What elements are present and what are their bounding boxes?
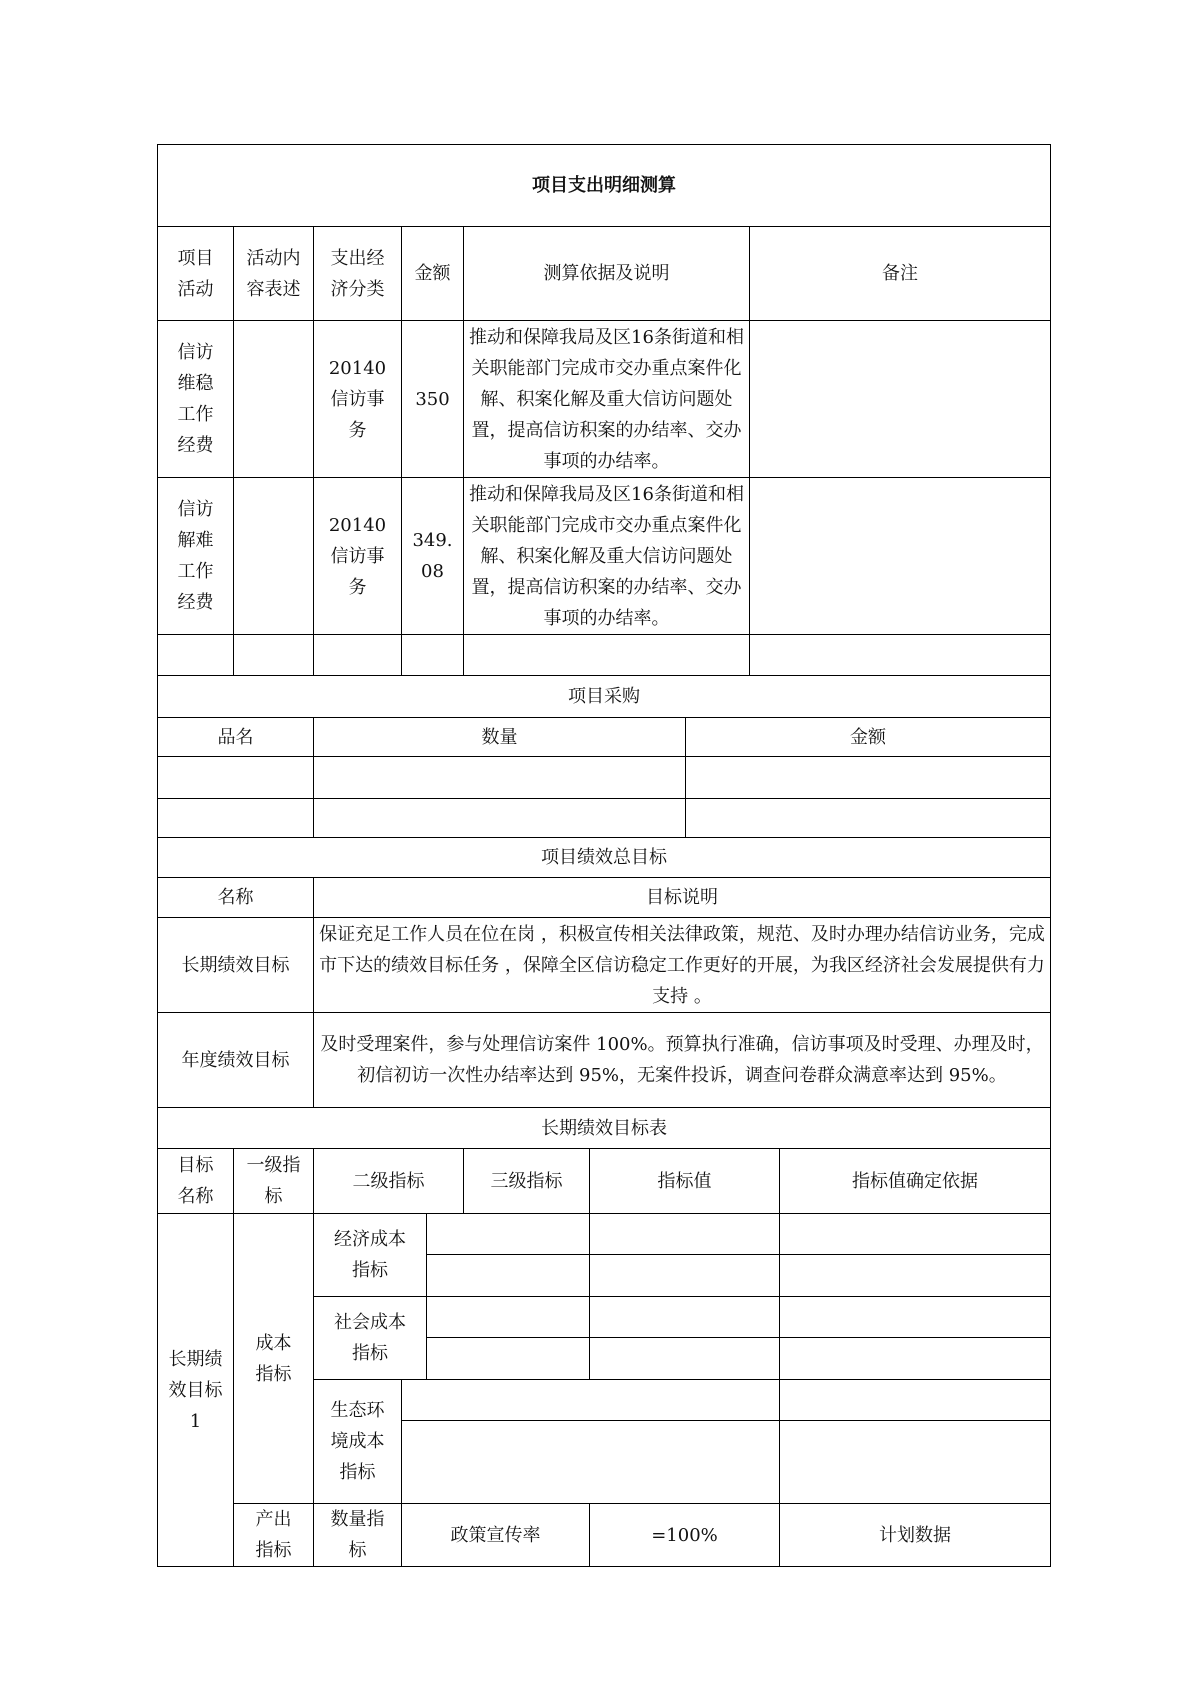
detail-row: [158, 478, 1051, 635]
long-table-title: 长期绩效目标表: [158, 1108, 1051, 1149]
row-basis: 推动和保障我局及区16条街道和相关职能部门完成市交办重点案件化解、积案化解及重大信访问题处置，提高信访积案的办结率、交办事项的办结率。: [464, 478, 750, 635]
lt-header-level3: 三级指标: [464, 1149, 590, 1214]
lt-output-label: 产出指标: [234, 1504, 314, 1567]
row-activity: 信访解难工作经费: [158, 478, 234, 635]
expenditure-table: [157, 144, 1051, 1567]
header-note: 备注: [750, 227, 1051, 321]
lt-output-item: 政策宣传率: [402, 1504, 590, 1567]
long-term-goal-label: 长期绩效目标: [158, 918, 314, 1013]
procurement-row: [158, 799, 1051, 838]
lt-social-cost: 社会成本指标: [314, 1297, 427, 1380]
lt-quantity-label: 数量指标: [314, 1504, 402, 1567]
row-basis: 推动和保障我局及区16条街道和相关职能部门完成市交办重点案件化解、积案化解及重大信访问题处置，提高信访积案的办结率、交办事项的办结率。: [464, 321, 750, 478]
header-activity: 项目活动: [158, 227, 234, 321]
lt-header-level1: 一级指标: [234, 1149, 314, 1214]
table-title: 项目支出明细测算: [158, 145, 1051, 227]
detail-row: [158, 321, 1051, 478]
procurement-title: 项目采购: [158, 676, 1051, 718]
goals-header-name: 名称: [158, 878, 314, 918]
row-activity: 信访维稳工作经费: [158, 321, 234, 478]
header-amount: 金额: [402, 227, 464, 321]
procurement-header-qty: 数量: [314, 718, 686, 757]
header-content: 活动内容表述: [234, 227, 314, 321]
empty-detail-row: [158, 635, 1051, 676]
procurement-header-name: 品名: [158, 718, 314, 757]
lt-goal-name: 长期绩效目标 1: [158, 1214, 234, 1567]
lt-output-basis: 计划数据: [780, 1504, 1051, 1567]
goals-title: 项目绩效总目标: [158, 838, 1051, 878]
procurement-row: [158, 757, 1051, 799]
lt-header-goal-name: 目标名称: [158, 1149, 234, 1214]
row-content: [234, 478, 314, 635]
lt-header-value: 指标值: [590, 1149, 780, 1214]
row-econ: 20140信访事务: [314, 478, 402, 635]
row-note: [750, 321, 1051, 478]
row-content: [234, 321, 314, 478]
lt-eco-cost: 生态环境成本指标: [314, 1380, 402, 1504]
header-econ: 支出经济分类: [314, 227, 402, 321]
goals-header-desc: 目标说明: [314, 878, 1051, 918]
row-amount: 350: [402, 321, 464, 478]
row-note: [750, 478, 1051, 635]
annual-goal-label: 年度绩效目标: [158, 1013, 314, 1108]
row-amount: 349.08: [402, 478, 464, 635]
lt-economic-cost: 经济成本指标: [314, 1214, 427, 1297]
lt-cost-label: 成本指标: [234, 1214, 314, 1504]
long-term-goal-text: 保证充足工作人员在位在岗 ，积极宣传相关法律政策，规范、及时办理办结信访业务，完成市下达的绩效目标任务 ，保障全区信访稳定工作更好的开展，为我区经济社会发展提供有力支持 。: [314, 918, 1051, 1013]
lt-header-level2: 二级指标: [314, 1149, 464, 1214]
lt-header-basis: 指标值确定依据: [780, 1149, 1051, 1214]
annual-goal-text: 及时受理案件，参与处理信访案件 100%。预算执行准确，信访事项及时受理、办理及时，初信初访一次性办结率达到 95%，无案件投诉，调查问卷群众满意率达到 95%。: [314, 1013, 1051, 1108]
header-basis: 测算依据及说明: [464, 227, 750, 321]
lt-output-value: =100%: [590, 1504, 780, 1567]
row-econ: 20140信访事务: [314, 321, 402, 478]
procurement-header-amount: 金额: [686, 718, 1051, 757]
